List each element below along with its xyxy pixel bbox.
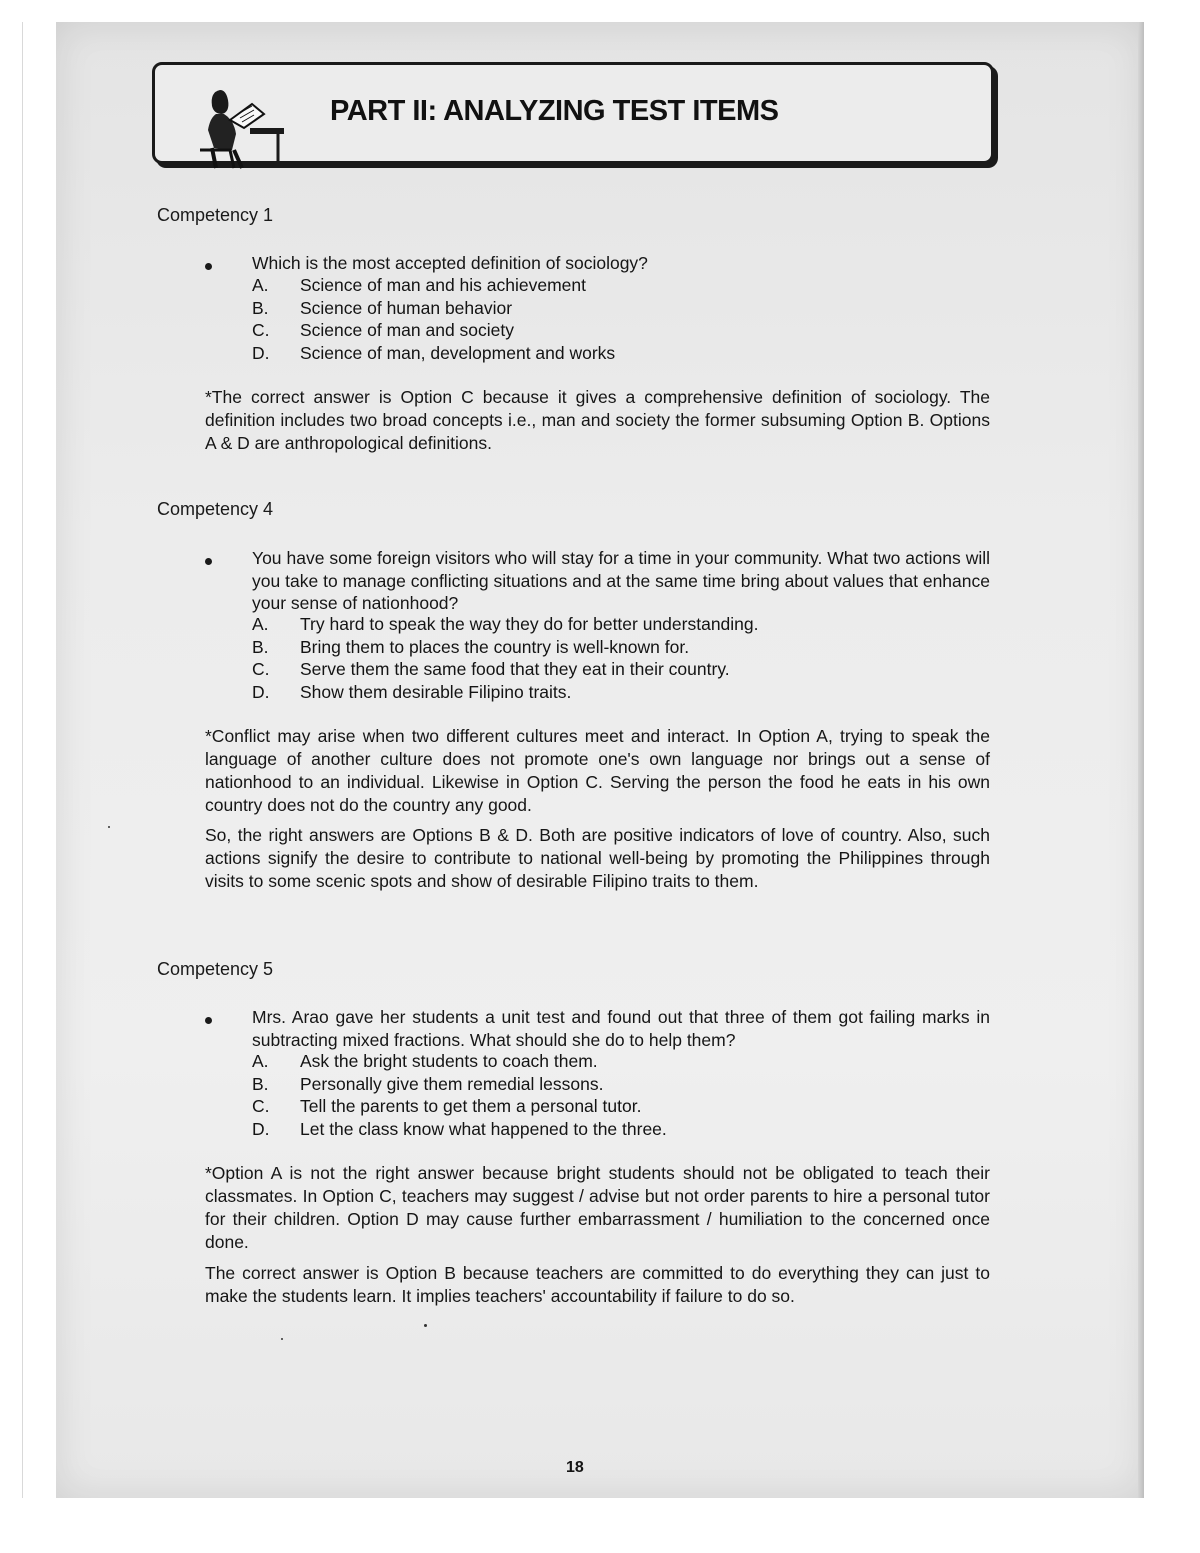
option-text: Tell the parents to get them a personal tutor.: [300, 1096, 642, 1116]
option-letter: B.: [252, 636, 269, 657]
scan-right-edge: [1138, 22, 1144, 1498]
option-list: [252, 1050, 667, 1140]
option-text: Personally give them remedial lessons.: [300, 1073, 604, 1094]
scan-speck: [108, 826, 110, 828]
option-item: [252, 681, 759, 704]
bullet: [205, 263, 212, 270]
option-letter: A.: [252, 1051, 269, 1071]
option-text: Serve them the same food that they eat in their country.: [300, 659, 730, 679]
option-letter: D.: [252, 1118, 270, 1139]
option-text: Try hard to speak the way they do for better understanding.: [300, 614, 759, 634]
option-letter: D.: [252, 342, 270, 363]
option-item: [252, 297, 615, 320]
explanation-paragraph: *The correct answer is Option C because it gives a comprehensive definition of sociology. The definition includes two broad concepts i.e., man and society the former subsuming Option B. Options A & D are anthropological definitions.: [205, 387, 990, 453]
question-text: Mrs. Arao gave her students a unit test and found out that three of them got failing marks in subtracting mixed fractions. What should she do to help them?: [252, 1007, 990, 1050]
option-text: Science of human behavior: [300, 297, 513, 318]
explanation-paragraph: *Option A is not the right answer because bright students should not be obligated to teach their classmates. In Option C, teachers may suggest / advise but not order parents to hire a personal tutor for their children. Option D may cause further embarrassment / humiliation to the concerned once done.: [205, 1163, 990, 1252]
page-number: 18: [566, 1459, 584, 1476]
page-title: PART II: ANALYZING TEST ITEMS: [330, 95, 779, 127]
option-item: [252, 1073, 667, 1096]
option-item: [252, 613, 759, 636]
option-letter: D.: [252, 681, 270, 702]
option-text: Show them desirable Filipino traits.: [300, 681, 572, 702]
scan-speck: [281, 1338, 283, 1340]
option-letter: B.: [252, 1073, 269, 1094]
explanation-paragraph: So, the right answers are Options B & D. Both are positive indicators of love of country. Also, such actions signify the desire to contribute to national well-being by promoting the Philippines through visits to some scenic spots and show of desirable Filipino traits to them.: [205, 825, 990, 891]
option-text: Ask the bright students to coach them.: [300, 1051, 598, 1071]
option-letter: C.: [252, 320, 270, 340]
option-letter: C.: [252, 1096, 270, 1116]
scan-left-edge: [22, 22, 23, 1498]
option-item: [252, 1095, 667, 1118]
bullet: [205, 1017, 212, 1024]
option-item: [252, 319, 615, 342]
competency-label: Competency 1: [157, 205, 274, 225]
option-text: Science of man and society: [300, 320, 515, 340]
question-text: You have some foreign visitors who will stay for a time in your community. What two actions will you take to manage conflicting situations and at the same time bring about values that enhance your sense of nationhood?: [252, 548, 990, 613]
bullet: [205, 558, 212, 565]
option-item: [252, 1050, 667, 1073]
explanation-paragraph: The correct answer is Option B because teachers are committed to do everything they can just to make the students learn. It implies teachers' accountability if failure to do so.: [205, 1263, 990, 1306]
option-letter: A.: [252, 614, 269, 634]
option-list: [252, 274, 615, 364]
option-item: [252, 1118, 667, 1141]
option-letter: B.: [252, 297, 269, 318]
option-text: Let the class know what happened to the three.: [300, 1118, 667, 1139]
competency-label: Competency 5: [157, 959, 274, 979]
scan-speck: [424, 1324, 427, 1327]
option-letter: C.: [252, 659, 270, 679]
option-text: Science of man, development and works: [300, 342, 616, 363]
question-text: Which is the most accepted definition of sociology?: [252, 253, 648, 273]
option-list: [252, 613, 759, 703]
woman-reading-at-desk-icon: [190, 70, 290, 170]
competency-label: Competency 4: [157, 499, 274, 519]
option-item: [252, 274, 615, 297]
option-letter: A.: [252, 275, 269, 295]
option-item: [252, 342, 615, 365]
option-item: [252, 636, 759, 659]
option-text: Science of man and his achievement: [300, 275, 586, 295]
explanation-paragraph: *Conflict may arise when two different cultures meet and interact. In Option A, trying to speak the language of another culture does not promote one's own language nor brings out a sense of nationhood to an individual. Likewise in Option C. Serving the person the food he eats in his own country does not do the country any good.: [205, 726, 990, 815]
option-item: [252, 658, 759, 681]
option-text: Bring them to places the country is well-known for.: [300, 636, 690, 657]
